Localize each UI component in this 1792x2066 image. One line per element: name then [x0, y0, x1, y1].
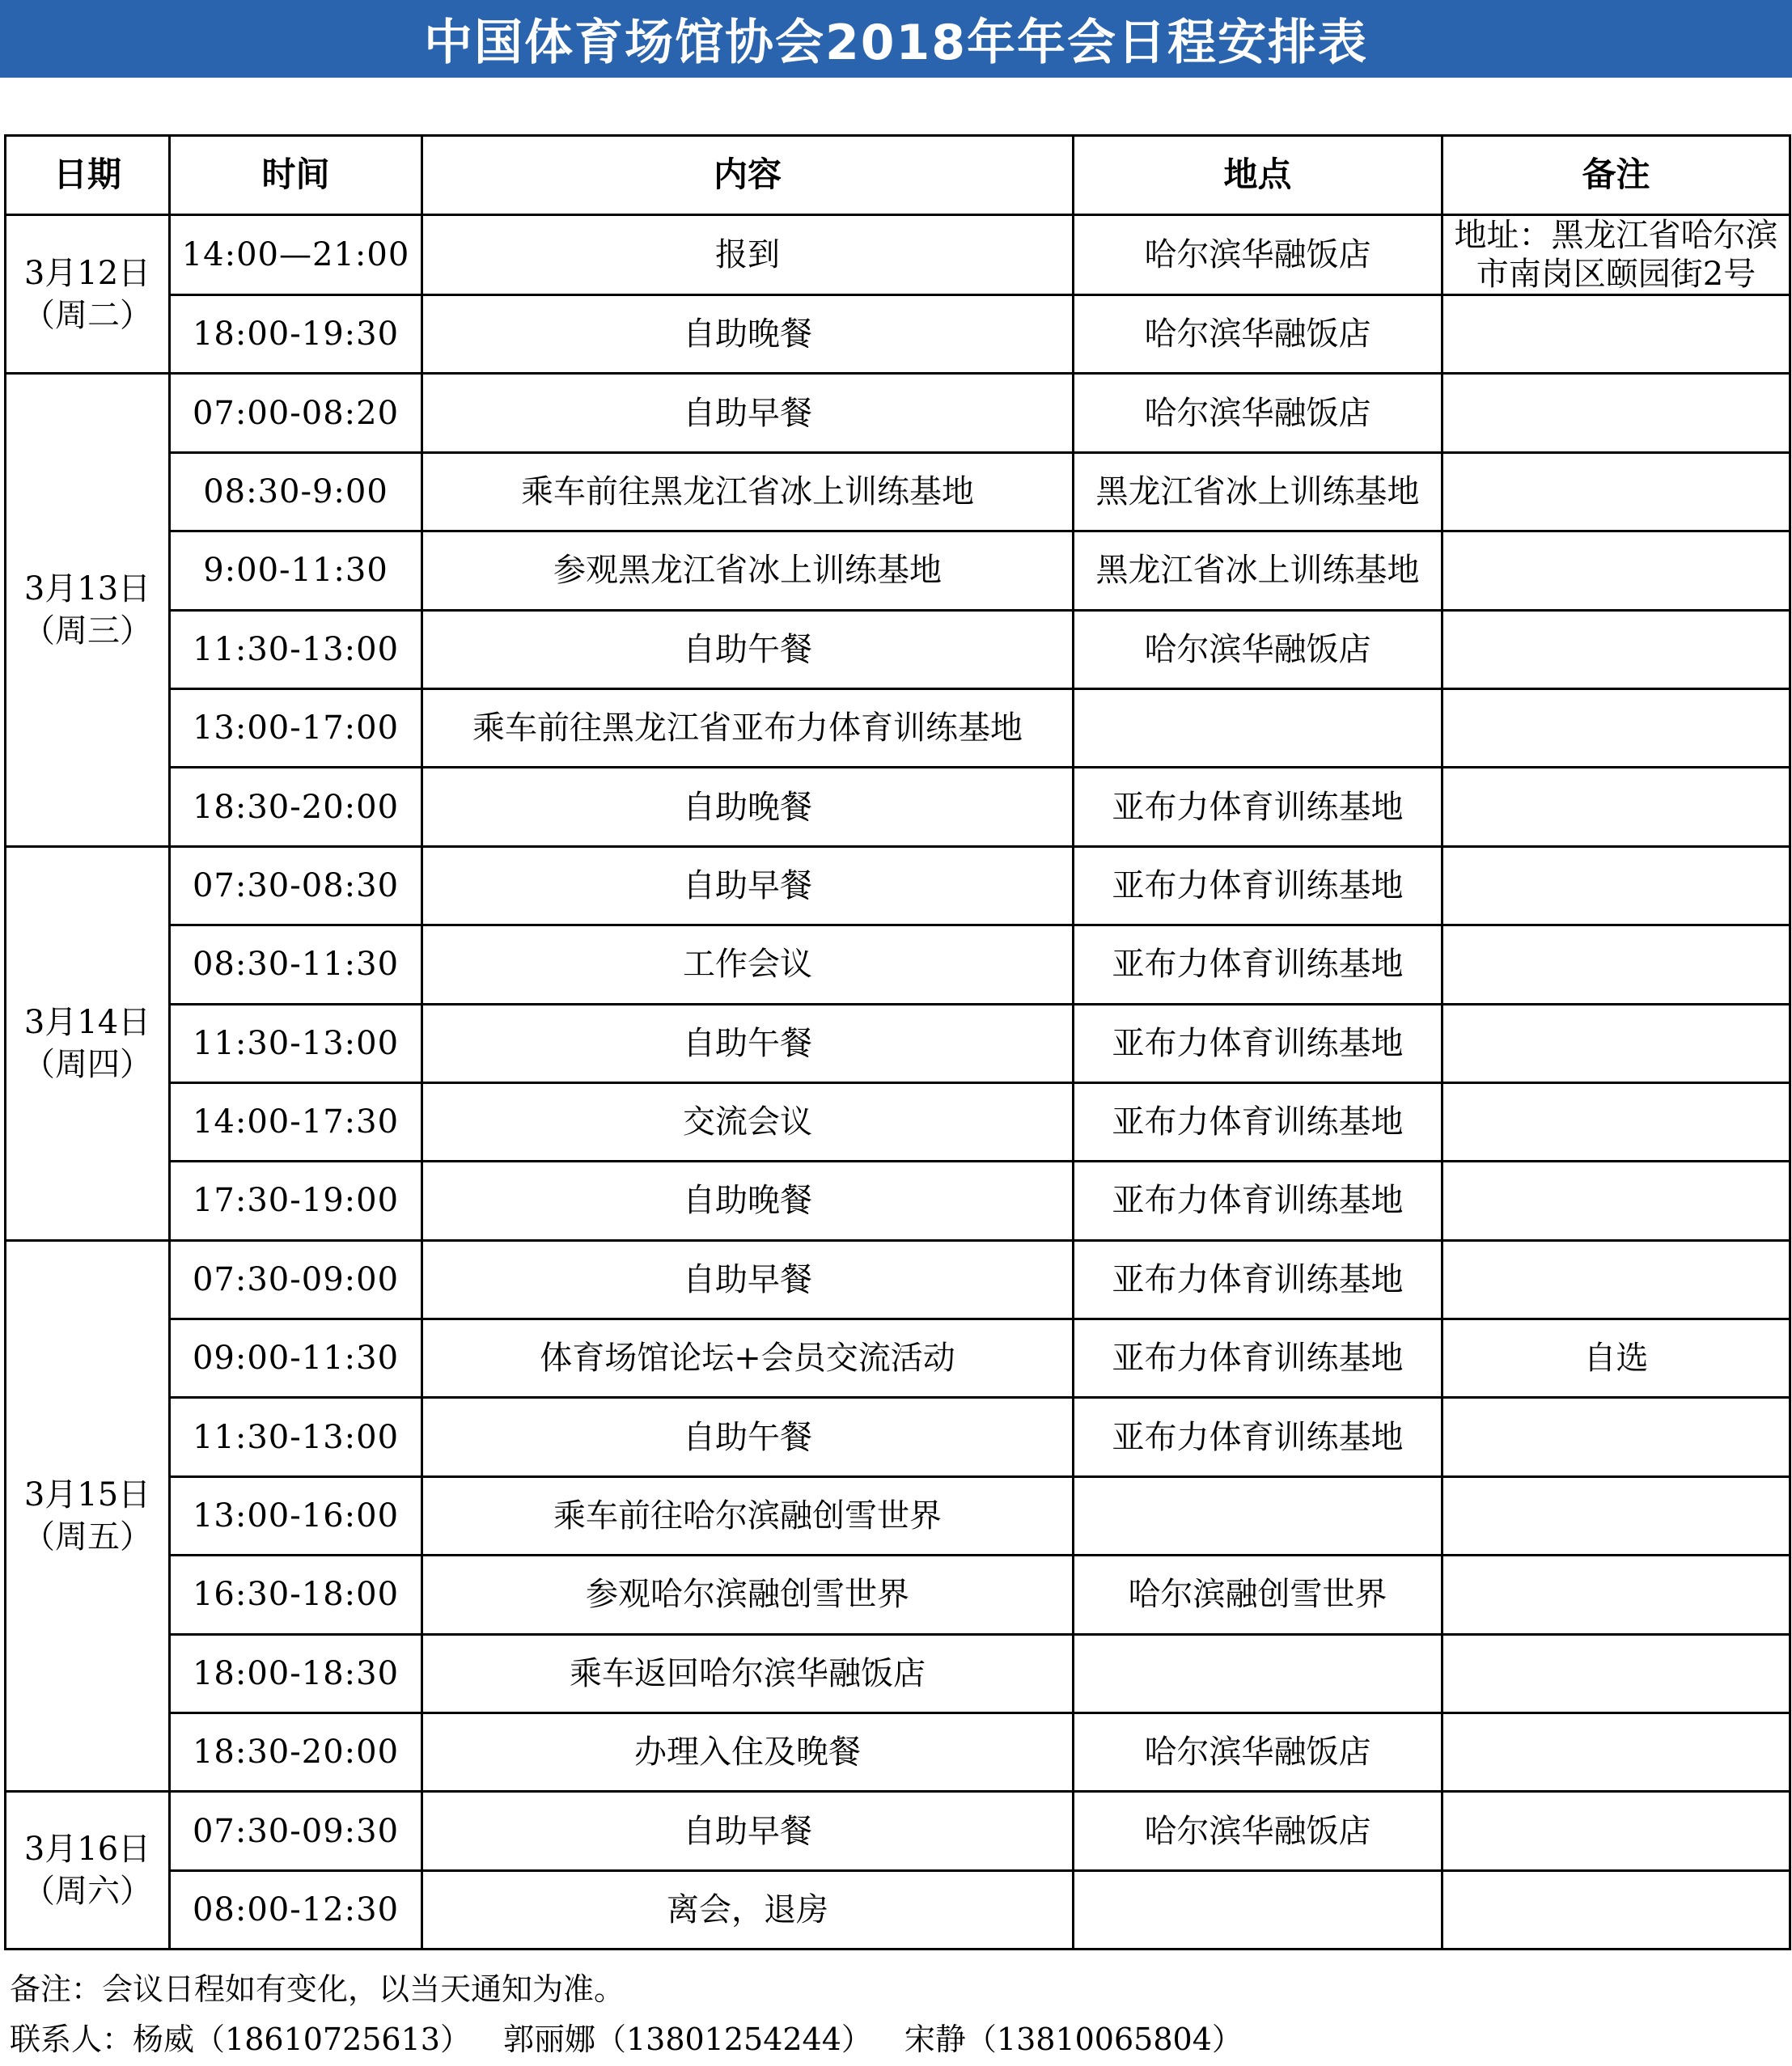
- note-cell: [1442, 610, 1790, 688]
- note-cell: [1442, 295, 1790, 374]
- location-cell: 亚布力体育训练基地: [1074, 1004, 1442, 1082]
- contact-item: 杨威（18610725613）: [133, 2022, 471, 2057]
- table-row: [6, 1870, 1790, 1949]
- header-content: 内容: [422, 136, 1074, 215]
- time-cell: 08:00-12:30: [170, 1870, 422, 1949]
- location-cell: 亚布力体育训练基地: [1074, 1319, 1442, 1398]
- table-row: [6, 925, 1790, 1004]
- table-row: [6, 1004, 1790, 1082]
- content-cell: 参观哈尔滨融创雪世界: [422, 1556, 1074, 1634]
- content-cell: 自助晚餐: [422, 295, 1074, 374]
- table-row: [6, 846, 1790, 925]
- table-row: [6, 610, 1790, 688]
- page-title: 中国体育场馆协会2018年年会日程安排表: [424, 15, 1368, 71]
- time-cell: 11:30-13:00: [170, 1398, 422, 1476]
- time-cell: 07:30-09:30: [170, 1792, 422, 1870]
- content-cell: 自助午餐: [422, 1398, 1074, 1476]
- location-cell: 亚布力体育训练基地: [1074, 1162, 1442, 1240]
- time-cell: 07:30-09:00: [170, 1240, 422, 1319]
- header-time: 时间: [170, 136, 422, 215]
- footer-contacts: [10, 2014, 1275, 2059]
- date-label: 3月16日: [23, 1831, 151, 1869]
- date-label: 3月14日: [23, 1003, 151, 1041]
- note-cell: [1442, 1240, 1790, 1319]
- table-row: [6, 1713, 1790, 1792]
- weekday-label: （周六）: [23, 1873, 152, 1911]
- location-cell: 亚布力体育训练基地: [1074, 1240, 1442, 1319]
- time-cell: 17:30-19:00: [170, 1162, 422, 1240]
- time-cell: 08:30-11:30: [170, 925, 422, 1004]
- table-row: [6, 452, 1790, 531]
- header-location: 地点: [1074, 136, 1442, 215]
- content-cell: 离会，退房: [422, 1870, 1074, 1949]
- footer-note: 备注：会议日程如有变化，以当天通知为准。: [10, 1971, 625, 2007]
- content-cell: 自助午餐: [422, 1004, 1074, 1082]
- content-cell: 自助早餐: [422, 846, 1074, 925]
- table-row: [6, 768, 1790, 846]
- content-cell: 报到: [422, 215, 1074, 295]
- table-row: [6, 215, 1790, 295]
- date-label: 3月13日: [23, 570, 151, 608]
- time-cell: 09:00-11:30: [170, 1319, 422, 1398]
- time-cell: 16:30-18:00: [170, 1556, 422, 1634]
- schedule-table: [4, 134, 1791, 1950]
- contact-item: 郭丽娜（13801254244）: [502, 2022, 872, 2057]
- date-label: 3月15日: [23, 1476, 151, 1514]
- header-note: 备注: [1442, 136, 1790, 215]
- table-row: [6, 531, 1790, 610]
- note-cell: [1442, 1634, 1790, 1712]
- location-cell: 哈尔滨融创雪世界: [1074, 1556, 1442, 1634]
- content-cell: 乘车前往黑龙江省亚布力体育训练基地: [422, 688, 1074, 767]
- location-cell: [1074, 1476, 1442, 1555]
- header-row: [6, 136, 1790, 215]
- schedule-body: [6, 215, 1790, 1950]
- content-cell: 乘车前往哈尔滨融创雪世界: [422, 1476, 1074, 1555]
- time-cell: 9:00-11:30: [170, 531, 422, 610]
- note-cell: [1442, 925, 1790, 1004]
- content-cell: 自助早餐: [422, 374, 1074, 452]
- location-cell: [1074, 688, 1442, 767]
- time-cell: 13:00-17:00: [170, 688, 422, 767]
- note-cell: [1442, 1870, 1790, 1949]
- content-cell: 乘车返回哈尔滨华融饭店: [422, 1634, 1074, 1712]
- table-row: [6, 1162, 1790, 1240]
- table-row: [6, 374, 1790, 452]
- location-cell: 亚布力体育训练基地: [1074, 768, 1442, 846]
- table-row: [6, 295, 1790, 374]
- content-cell: 自助午餐: [422, 610, 1074, 688]
- date-cell: [6, 1792, 170, 1950]
- table-row: [6, 1476, 1790, 1555]
- table-row: [6, 1319, 1790, 1398]
- note-cell: [1442, 531, 1790, 610]
- time-cell: 11:30-13:00: [170, 1004, 422, 1082]
- table-row: [6, 1082, 1790, 1161]
- note-cell: [1442, 1792, 1790, 1870]
- note-cell: 地址：黑龙江省哈尔滨市南岗区颐园街2号: [1442, 215, 1790, 295]
- time-cell: 18:00-19:30: [170, 295, 422, 374]
- content-cell: 自助早餐: [422, 1792, 1074, 1870]
- time-cell: 14:00—21:00: [170, 215, 422, 295]
- location-cell: 黑龙江省冰上训练基地: [1074, 452, 1442, 531]
- location-cell: 哈尔滨华融饭店: [1074, 295, 1442, 374]
- time-cell: 18:00-18:30: [170, 1634, 422, 1712]
- location-cell: 亚布力体育训练基地: [1074, 1082, 1442, 1161]
- note-cell: [1442, 1082, 1790, 1161]
- note-cell: 自选: [1442, 1319, 1790, 1398]
- note-cell: [1442, 1556, 1790, 1634]
- location-cell: [1074, 1870, 1442, 1949]
- title-bar: [0, 0, 1792, 78]
- time-cell: 14:00-17:30: [170, 1082, 422, 1161]
- content-cell: 参观黑龙江省冰上训练基地: [422, 531, 1074, 610]
- location-cell: 亚布力体育训练基地: [1074, 925, 1442, 1004]
- table-row: [6, 1792, 1790, 1870]
- time-cell: 18:30-20:00: [170, 768, 422, 846]
- location-cell: 亚布力体育训练基地: [1074, 1398, 1442, 1476]
- date-label: 3月12日: [23, 254, 151, 292]
- content-cell: 交流会议: [422, 1082, 1074, 1161]
- header-date: 日期: [6, 136, 170, 215]
- location-cell: 哈尔滨华融饭店: [1074, 1792, 1442, 1870]
- note-cell: [1442, 1713, 1790, 1792]
- time-cell: 18:30-20:00: [170, 1713, 422, 1792]
- content-cell: 自助晚餐: [422, 768, 1074, 846]
- location-cell: 哈尔滨华融饭店: [1074, 374, 1442, 452]
- note-cell: [1442, 1004, 1790, 1082]
- note-cell: [1442, 688, 1790, 767]
- weekday-label: （周三）: [23, 612, 152, 650]
- note-cell: [1442, 1398, 1790, 1476]
- note-cell: [1442, 374, 1790, 452]
- table-row: [6, 1398, 1790, 1476]
- location-cell: 哈尔滨华融饭店: [1074, 1713, 1442, 1792]
- time-cell: 07:30-08:30: [170, 846, 422, 925]
- contact-item: 宋静（13810065804）: [904, 2022, 1243, 2057]
- date-cell: [6, 215, 170, 374]
- time-cell: 11:30-13:00: [170, 610, 422, 688]
- content-cell: 乘车前往黑龙江省冰上训练基地: [422, 452, 1074, 531]
- table-row: [6, 688, 1790, 767]
- note-cell: [1442, 1162, 1790, 1240]
- location-cell: 哈尔滨华融饭店: [1074, 215, 1442, 295]
- content-cell: 体育场馆论坛+会员交流活动: [422, 1319, 1074, 1398]
- location-cell: 黑龙江省冰上训练基地: [1074, 531, 1442, 610]
- time-cell: 13:00-16:00: [170, 1476, 422, 1555]
- contacts-label: 联系人：: [10, 2022, 133, 2057]
- date-cell: [6, 1240, 170, 1792]
- table-row: [6, 1240, 1790, 1319]
- content-cell: 办理入住及晚餐: [422, 1713, 1074, 1792]
- location-cell: [1074, 1634, 1442, 1712]
- location-cell: 哈尔滨华融饭店: [1074, 610, 1442, 688]
- time-cell: 07:00-08:20: [170, 374, 422, 452]
- time-cell: 08:30-9:00: [170, 452, 422, 531]
- content-cell: 自助晚餐: [422, 1162, 1074, 1240]
- weekday-label: （周二）: [23, 296, 152, 334]
- content-cell: 自助早餐: [422, 1240, 1074, 1319]
- note-cell: [1442, 768, 1790, 846]
- content-cell: 工作会议: [422, 925, 1074, 1004]
- table-row: [6, 1634, 1790, 1712]
- note-cell: [1442, 1476, 1790, 1555]
- weekday-label: （周四）: [23, 1045, 152, 1083]
- note-cell: [1442, 846, 1790, 925]
- date-cell: [6, 846, 170, 1240]
- table-row: [6, 1556, 1790, 1634]
- weekday-label: （周五）: [23, 1518, 152, 1556]
- location-cell: 亚布力体育训练基地: [1074, 846, 1442, 925]
- date-cell: [6, 374, 170, 846]
- note-cell: [1442, 452, 1790, 531]
